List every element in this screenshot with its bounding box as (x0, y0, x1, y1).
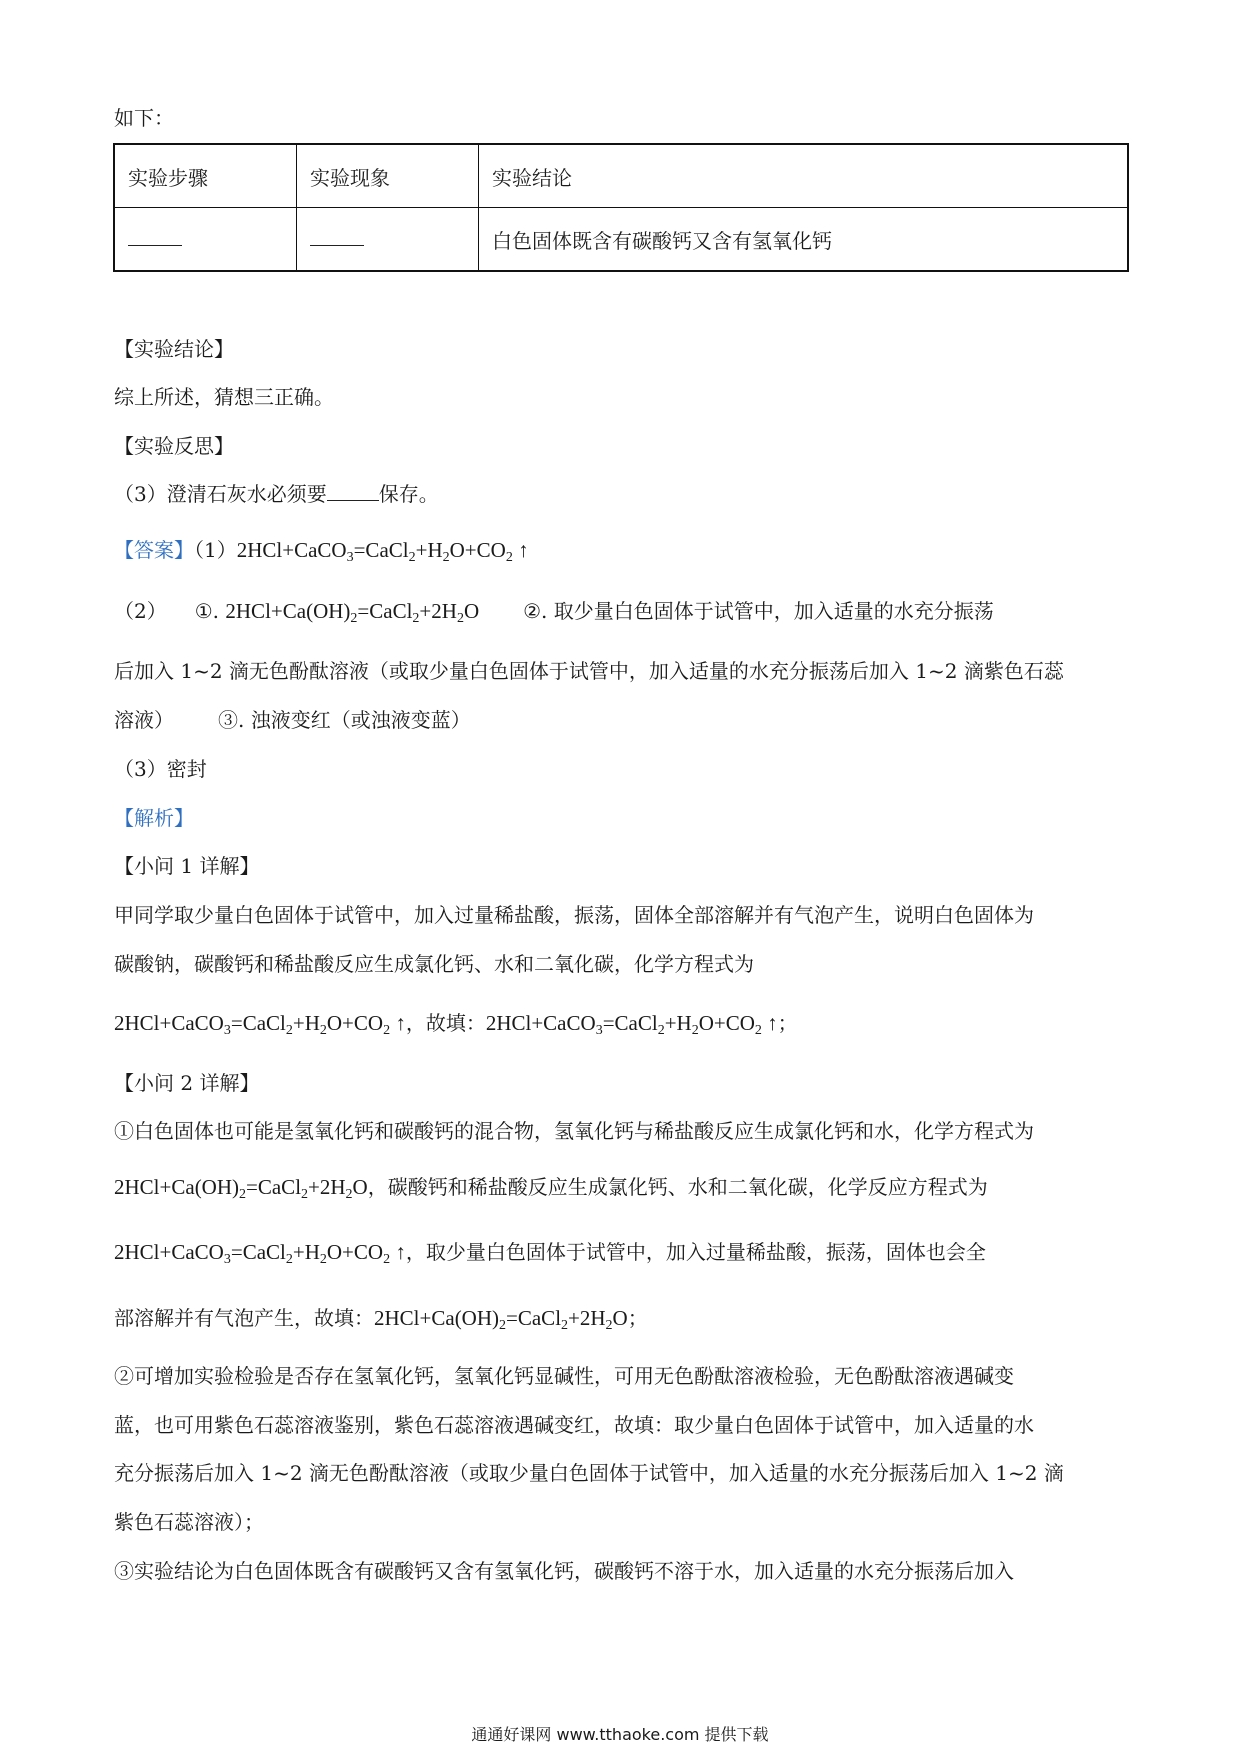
table-cell: 白色固体既含有碳酸钙又含有氢氧化钙 (479, 208, 1129, 272)
text: 溶液） (114, 708, 174, 732)
answer-3: （3）密封 (114, 757, 207, 781)
paragraph: 综上所述，猜想三正确。 (114, 385, 334, 409)
section-heading: 【实验结论】 (114, 337, 234, 361)
equation: $2HCl+Ca(OH)_2=CaCl_2+2H_2O$ (374, 1306, 628, 1333)
answer-1 (114, 535, 1128, 565)
paragraph: ①白色固体也可能是氢氧化钙和碳酸钙的混合物，氢氧化钙与稀盐酸反应生成氯化钙和水，化学方程式为 (114, 1119, 1034, 1143)
paragraph: ②可增加实验检验是否存在氢氧化钙，氢氧化钙显碱性，可用无色酚酞溶液检验，无色酚酞溶液遇碱变 (114, 1364, 1014, 1388)
paragraph: 充分振荡后加入 1~2 滴无色酚酞溶液（或取少量白色固体于试管中，加入适量的水充分振荡后加入 1~2 滴 (114, 1461, 1064, 1485)
table-cell-blank (114, 208, 297, 272)
text: （3）澄清石灰水必须要 (114, 482, 327, 506)
paragraph (114, 1303, 1128, 1333)
text: ①. (194, 599, 220, 623)
table-header-cell: 实验结论 (479, 144, 1129, 208)
footer-watermark: 通通好课网 www.tthaoke.com 提供下载 (471, 1725, 769, 1744)
text: ，碳酸钙和稀盐酸反应生成氯化钙、水和二氧化碳，化学反应方程式为 (367, 1175, 988, 1199)
text: ②. 取少量白色固体于试管中，加入适量的水充分振荡 (523, 599, 994, 623)
answer-blank (310, 227, 364, 246)
paragraph: 蓝，也可用紫色石蕊溶液鉴别，紫色石蕊溶液遇碱变红，故填：取少量白色固体于试管中，加入适量的水 (114, 1413, 1034, 1437)
table-header-cell: 实验现象 (297, 144, 479, 208)
text: （1） (194, 538, 237, 562)
answer-2 (114, 596, 1128, 626)
text: 保存。 (378, 482, 439, 506)
equation: $2HCl+CaCO_3=CaCl_2+H_2O+CO_2$ ↑ (485, 1011, 778, 1038)
answer-label: 【答案】 (114, 538, 194, 562)
section-heading: 【实验反思】 (114, 434, 234, 458)
paragraph: 后加入 1~2 滴无色酚酞溶液（或取少量白色固体于试管中，加入适量的水充分振荡后加入 1~2 滴紫色石蕊 (114, 659, 1064, 683)
intro-text: 如下： (114, 106, 174, 130)
paragraph (114, 1237, 1128, 1267)
paragraph: ③实验结论为白色固体既含有碳酸钙又含有氢氧化钙，碳酸钙不溶于水，加入适量的水充分振荡后加入 (114, 1559, 1014, 1583)
paragraph: 碳酸钠，碳酸钙和稀盐酸反应生成氯化钙、水和二氧化碳，化学方程式为 (114, 952, 754, 976)
text: ； (777, 1011, 798, 1035)
paragraph (114, 705, 1128, 735)
table-header-row (114, 144, 1128, 208)
text: 部溶解并有气泡产生，故填： (114, 1306, 374, 1330)
equation: $2HCl+CaCO_3=CaCl_2+H_2O+CO_2$ ↑ (114, 1011, 406, 1038)
question-3 (114, 479, 1128, 509)
analysis-label: 【解析】 (114, 806, 194, 830)
equation: $2HCl+CaCO_3=CaCl_2+H_2O+CO_2$ ↑ (114, 1240, 406, 1267)
table-cell-blank (297, 208, 479, 272)
paragraph (114, 1008, 1128, 1038)
text: ； (627, 1306, 648, 1330)
equation: $2HCl+CaCO_3=CaCl_2+H_2O+CO_2$ ↑ (236, 538, 529, 565)
paragraph: 紫色石蕊溶液）； (114, 1510, 264, 1534)
table-header-cell: 实验步骤 (114, 144, 297, 208)
text: ，取少量白色固体于试管中，加入过量稀盐酸，振荡，固体也会全 (405, 1240, 986, 1264)
text: （2） (114, 599, 167, 623)
section-heading: 【小问 1 详解】 (114, 854, 260, 878)
section-heading: 【小问 2 详解】 (114, 1071, 260, 1095)
text: ，故填： (405, 1011, 486, 1035)
experiment-table (113, 143, 1129, 272)
paragraph (114, 1172, 1128, 1202)
equation: $2HCl+Ca(OH)_2=CaCl_2+2H_2O$ (225, 599, 480, 626)
answer-blank (327, 482, 379, 501)
paragraph: 甲同学取少量白色固体于试管中，加入过量稀盐酸，振荡，固体全部溶解并有气泡产生，说明白色固体为 (114, 903, 1034, 927)
equation: $2HCl+Ca(OH)_2=CaCl_2+2H_2O$ (114, 1175, 368, 1202)
text: ③. 浊液变红（或浊液变蓝） (218, 708, 471, 732)
table-row (114, 208, 1128, 272)
answer-blank (128, 227, 182, 246)
